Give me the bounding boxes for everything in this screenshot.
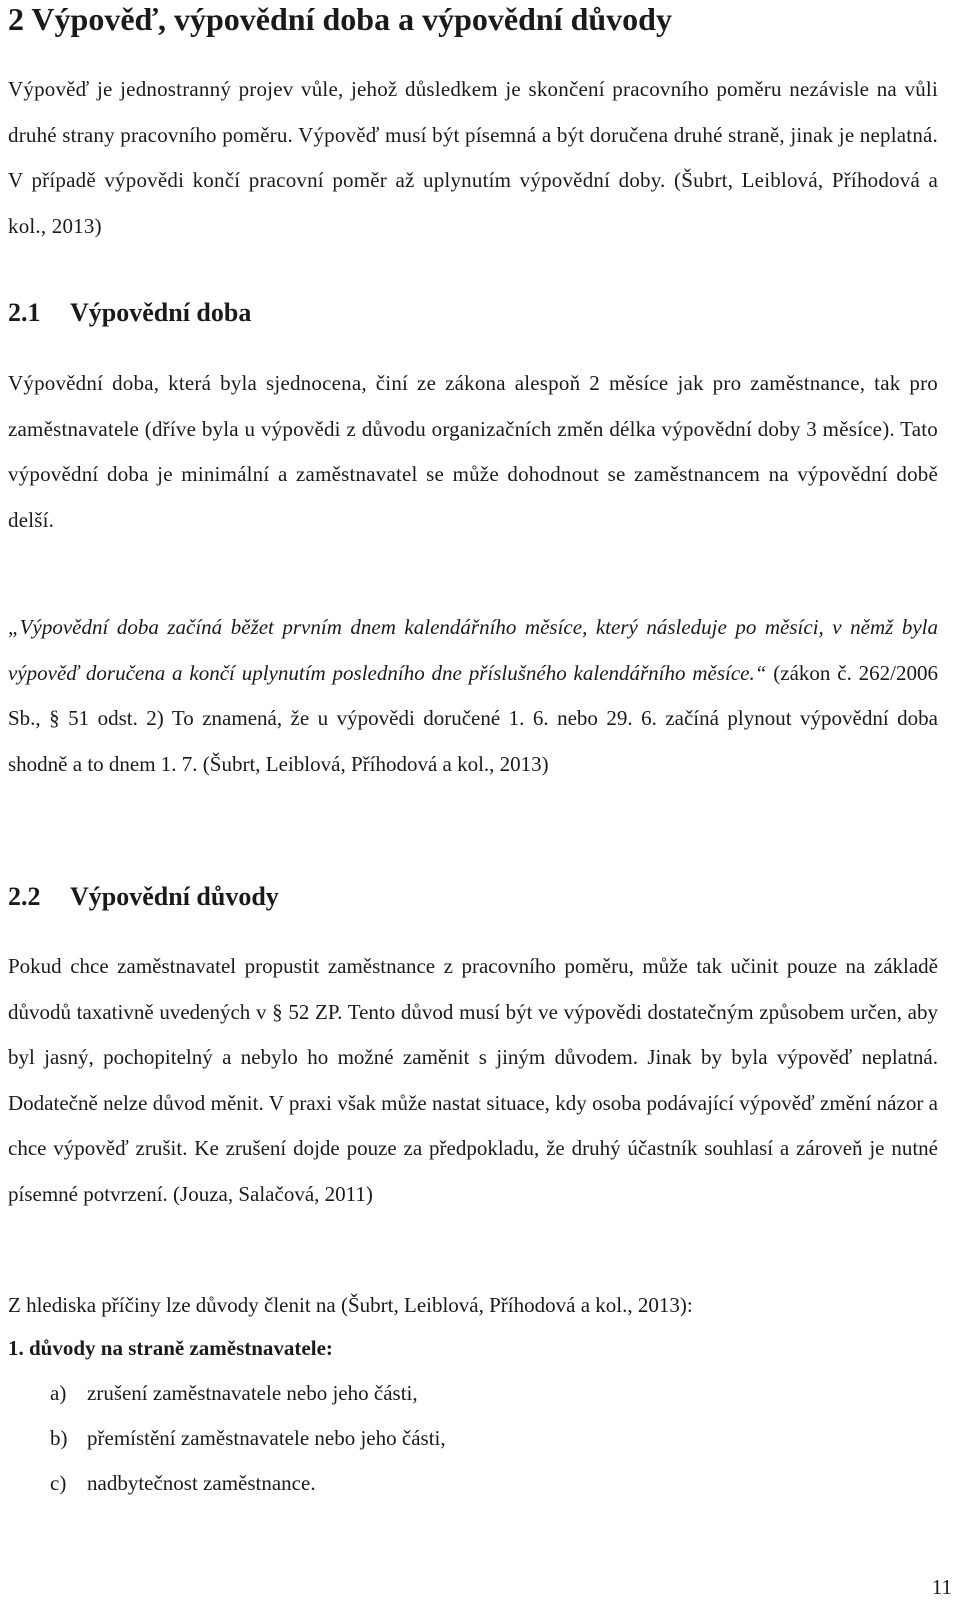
list-marker: c) <box>50 1471 67 1495</box>
list-item <box>50 1378 418 1408</box>
section-2-1-paragraph: Výpovědní doba, která byla sjednocena, činí ze zákona alespoň 2 měsíce jak pro zaměstnance, tak pro zaměstnavatele (dříve byla u výpovědi z důvodu organizačních změn délka výpovědní doby 3 měsíce). Tato výpovědní doba je minimální a zaměstnavatel se může dohodnout se zaměstnancem na výpovědní době delší. <box>8 371 938 532</box>
list-marker: a) <box>50 1381 67 1405</box>
group-heading-employer-reasons: 1. důvody na straně zaměstnavatele: <box>8 1336 333 1360</box>
classification-sentence: Z hlediska příčiny lze důvody členit na (Šubrt, Leiblová, Příhodová a kol., 2013): <box>8 1293 693 1317</box>
section-2-2-number: 2.2 <box>8 882 41 911</box>
page-number: 11 <box>931 1575 952 1599</box>
section-2-2-heading <box>8 880 279 914</box>
list-item-text: přemístění zaměstnavatele nebo jeho části, <box>87 1426 446 1450</box>
section-2-1-number: 2.1 <box>8 298 41 327</box>
section-2-2-title: Výpovědní důvody <box>70 882 279 911</box>
list-item-text: nadbytečnost zaměstnance. <box>87 1471 316 1495</box>
list-item <box>50 1468 316 1498</box>
section-2-2-paragraph: Pokud chce zaměstnavatel propustit zaměstnance z pracovního poměru, může tak učinit pouze na základě důvodů taxativně uvedených v § 52 ZP. Tento důvod musí být ve výpovědi dostatečným způsobem určen, aby byl jasný, pochopitelný a nebylo ho možné zaměnit s jiným důvodem. Jinak by byla výpověď neplatná. Dodatečně nelze důvod měnit. V praxi však může nastat situace, kdy osoba podávající výpověď změní názor a chce výpověď zrušit. Ke zrušení dojde pouze za předpokladu, že druhý účastník souhlasí a zároveň je nutné písemné potvrzení. (Jouza, Salačová, 2011) <box>8 954 938 1206</box>
section-2-1-title: Výpovědní doba <box>70 298 252 327</box>
legal-quote: „Výpovědní doba začíná běžet prvním dnem kalendářního měsíce, který následuje po měsíci, v němž byla výpověď doručena a končí uplynutím posledního dne příslušného kalendářního měsíce.“ <box>8 615 938 685</box>
list-item-text: zrušení zaměstnavatele nebo jeho části, <box>87 1381 418 1405</box>
list-marker: b) <box>50 1426 68 1450</box>
section-2-1-heading <box>8 296 251 330</box>
list-item <box>50 1423 446 1453</box>
chapter-title: 2 Výpověď, výpovědní doba a výpovědní důvody <box>8 1 672 37</box>
quote-explanation: (zákon č. 262/2006 Sb., § 51 odst. 2) To znamená, že u výpovědi doručené 1. 6. nebo 29. 6. začíná plynout výpovědní doba shodně a to dnem 1. 7. (Šubrt, Leiblová, Příhodová a kol., 2013) <box>8 660 938 776</box>
section-2-1-quote-paragraph <box>8 605 938 787</box>
chapter-intro-paragraph: Výpověď je jednostranný projev vůle, jehož důsledkem je skončení pracovního poměru nezávisle na vůli druhé strany pracovního poměru. Výpověď musí být písemná a být doručena druhé straně, jinak je neplatná. V případě výpovědi končí pracovní poměr až uplynutím výpovědní doby. (Šubrt, Leiblová, Příhodová a kol., 2013) <box>8 77 938 238</box>
